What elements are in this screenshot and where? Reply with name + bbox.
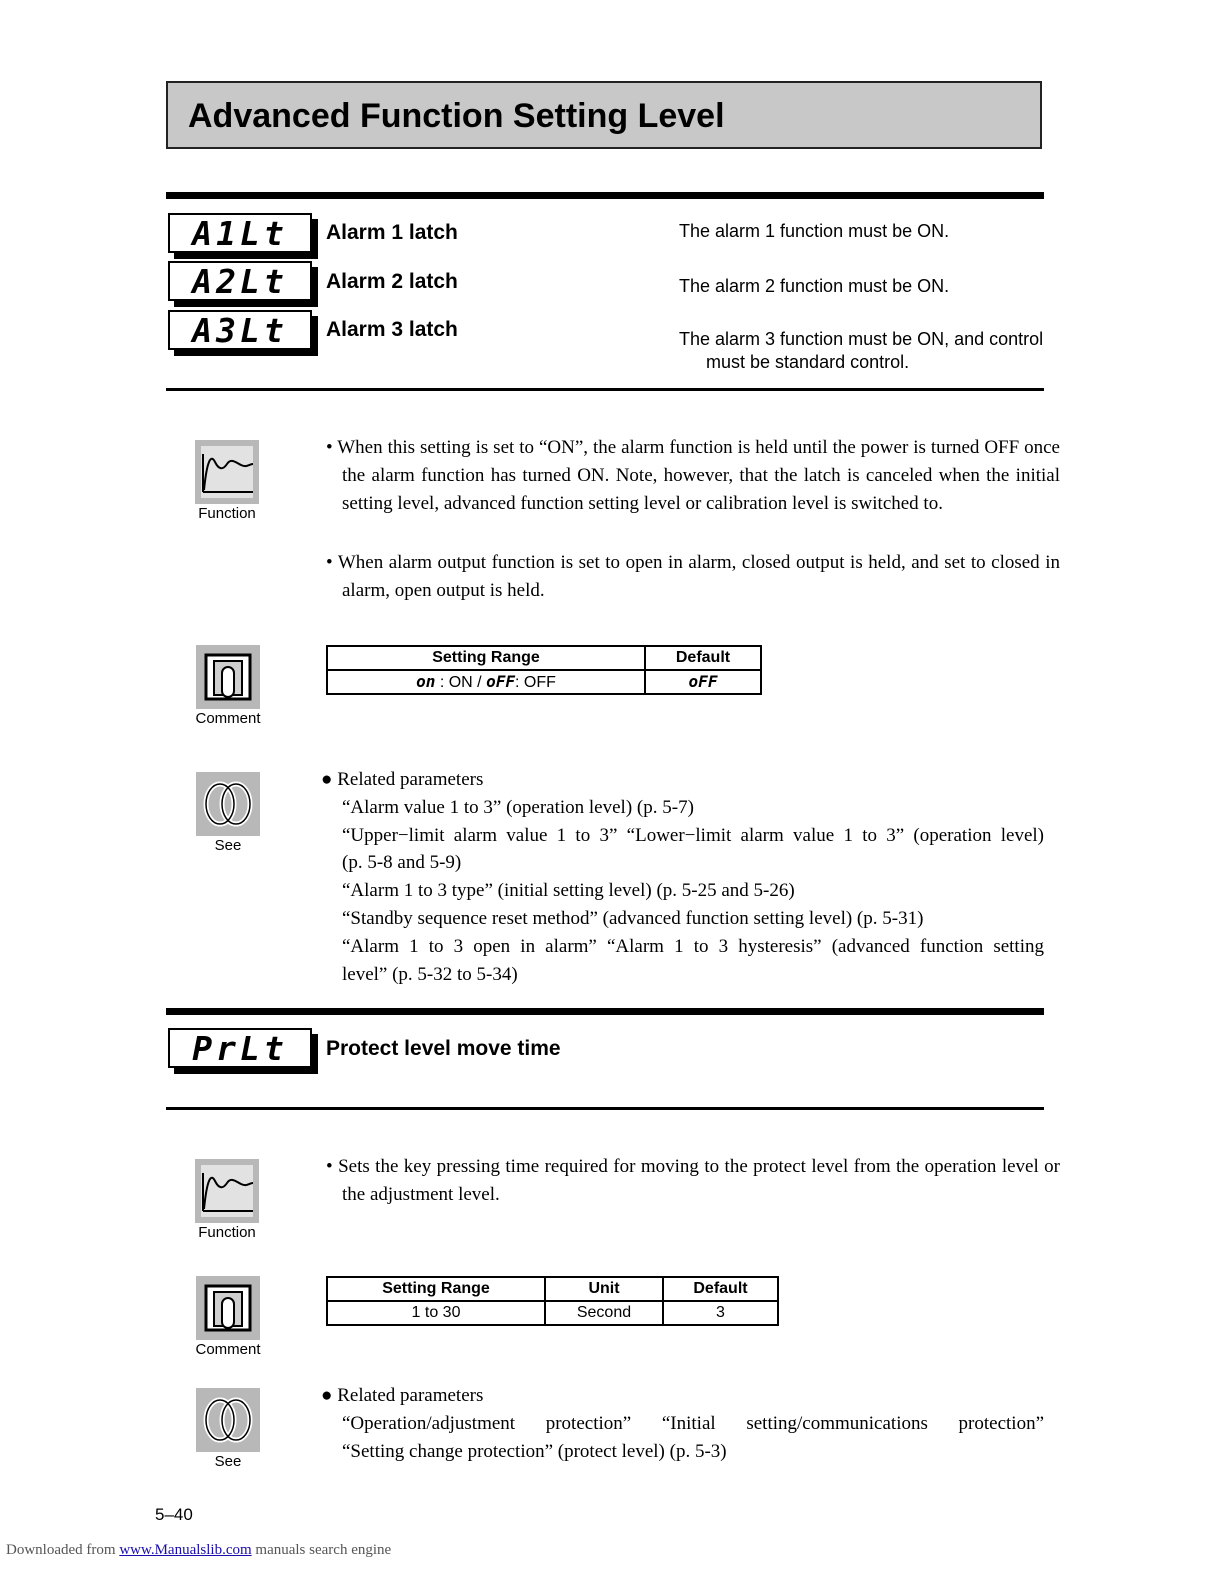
comment-label: Comment — [195, 710, 261, 727]
section-rule-top — [166, 192, 1044, 199]
code-off: oFF — [486, 672, 515, 691]
setting-range-table — [326, 645, 762, 695]
param-name-alarm3-latch: Alarm 3 latch — [326, 318, 458, 341]
param-name-alarm1-latch: Alarm 1 latch — [326, 221, 458, 244]
section-rule-bottom — [166, 388, 1044, 391]
related-item: “Standby sequence reset method” (advanced function setting level) (p. 5-31) — [342, 908, 924, 929]
display-a1lt: A1Lt — [168, 213, 312, 253]
see-icon — [196, 1388, 260, 1452]
related-item: “Setting change protection” (protect level) (p. 5-3) — [342, 1441, 727, 1462]
footer-prefix: Downloaded from — [6, 1542, 116, 1558]
header-default: Default — [645, 646, 761, 670]
cell-default — [645, 670, 761, 694]
header-unit: Unit — [545, 1277, 663, 1301]
code-on: on — [416, 672, 436, 691]
condition-alarm3-line2: must be standard control. — [706, 352, 910, 372]
condition-alarm3-line1: The alarm 3 function must be ON, and control — [679, 329, 1044, 349]
section2-rule-bottom — [166, 1107, 1044, 1110]
see-label: See — [214, 1453, 242, 1470]
related-item: “Alarm 1 to 3 open in alarm” “Alarm 1 to 3 hysteresis” (advanced function setting — [342, 936, 1044, 957]
see-icon — [196, 772, 260, 836]
section2-rule-top — [166, 1008, 1044, 1015]
related-heading: ● Related parameters — [321, 769, 484, 790]
related-item: “Alarm 1 to 3 type” (initial setting level) (p. 5-25 and 5-26) — [342, 880, 795, 901]
function-label: Function — [198, 1224, 256, 1241]
text-off: : OFF — [514, 674, 556, 691]
related-heading: ● Related parameters — [321, 1385, 484, 1406]
condition-alarm2: The alarm 2 function must be ON. — [679, 276, 950, 296]
param-name-alarm2-latch: Alarm 2 latch — [326, 270, 458, 293]
function-bullet-protect: • Sets the key pressing time required for moving to the protect level from the operation level or the adjustment level. — [326, 1156, 1060, 1205]
display-a2lt: A2Lt — [168, 261, 312, 301]
comment-label: Comment — [195, 1341, 261, 1358]
header-setting-range: Setting Range — [327, 646, 645, 670]
see-label: See — [214, 837, 242, 854]
footer — [6, 1542, 391, 1559]
page-title-box — [166, 81, 1042, 149]
related-item: level” (p. 5-32 to 5-34) — [342, 964, 518, 985]
function-bullet-2: • When alarm output function is set to open in alarm, closed output is held, and set to closed in alarm, open output is held. — [326, 552, 1060, 601]
cell-unit: Second — [545, 1301, 663, 1325]
comment-icon — [196, 645, 260, 709]
related-item: “Operation/adjustment protection” “Initial setting/communications protection” — [342, 1413, 1044, 1434]
cell-default: 3 — [663, 1301, 778, 1325]
display-a3lt: A3Lt — [168, 310, 312, 350]
header-default: Default — [663, 1277, 778, 1301]
cell-setting-range — [327, 670, 645, 694]
setting-range-table-2 — [326, 1276, 779, 1326]
page-number: 5–40 — [155, 1505, 193, 1524]
related-item: “Upper−limit alarm value 1 to 3” “Lower−limit alarm value 1 to 3” (operation level) — [342, 825, 1044, 846]
code-default: oFF — [688, 672, 718, 691]
function-label: Function — [198, 505, 256, 522]
related-item: (p. 5-8 and 5-9) — [342, 852, 462, 873]
display-prlt: PrLt — [168, 1028, 312, 1068]
footer-link[interactable]: www.Manualslib.com — [119, 1542, 252, 1558]
text-on: : ON / — [439, 674, 482, 691]
comment-icon — [196, 1276, 260, 1340]
page-title: Advanced Function Setting Level — [188, 97, 725, 135]
related-item: “Alarm value 1 to 3” (operation level) (p. 5-7) — [342, 797, 694, 818]
condition-alarm1: The alarm 1 function must be ON. — [679, 221, 950, 241]
function-bullet-1: • When this setting is set to “ON”, the alarm function is held until the power is turned OFF once the alarm function has turned ON. Note, however, that the latch is canceled when the initial setting level, advanced function setting level or calibration level is switched to. — [326, 437, 1060, 514]
function-icon — [195, 440, 259, 504]
cell-setting-range: 1 to 30 — [327, 1301, 545, 1325]
header-setting-range: Setting Range — [327, 1277, 545, 1301]
function-icon — [195, 1159, 259, 1223]
param-name-protect-level-move-time: Protect level move time — [326, 1037, 561, 1060]
footer-suffix: manuals search engine — [255, 1542, 392, 1558]
